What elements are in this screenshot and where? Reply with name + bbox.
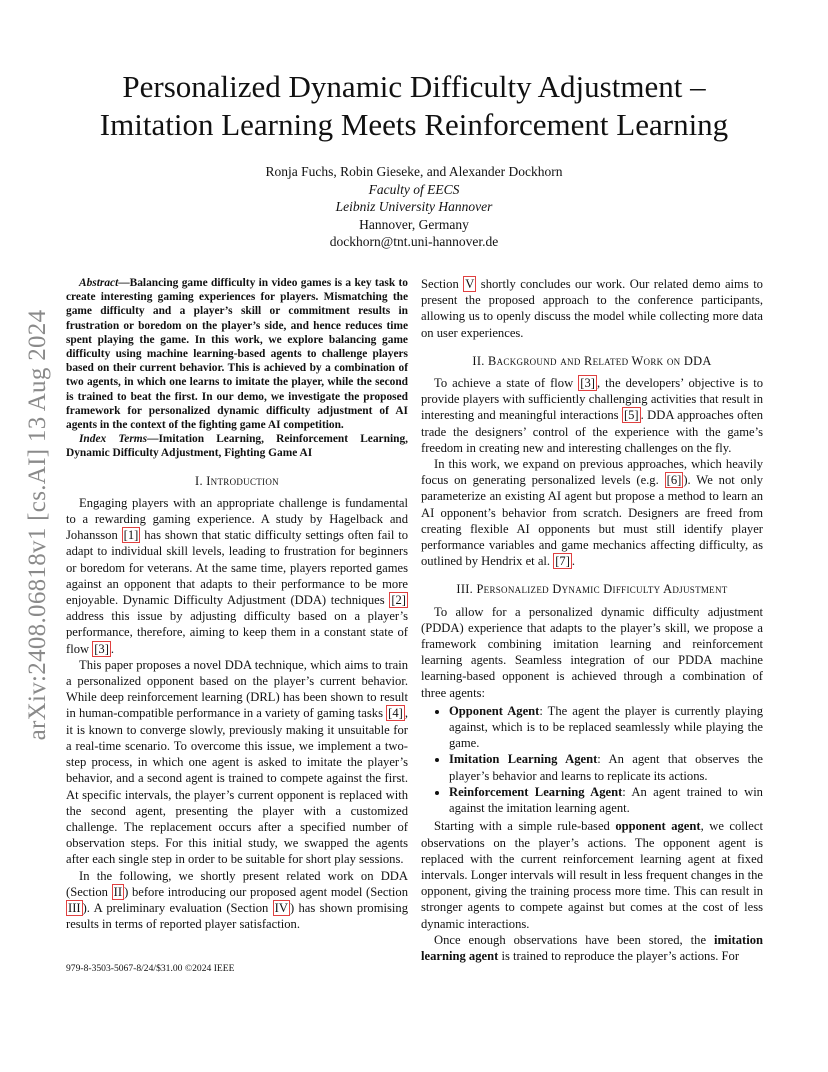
intro-paragraph-3 (66, 868, 408, 933)
citation-link-4[interactable]: [4] (388, 706, 403, 721)
bg-p2-text-a: In this work, we expand on previous approaches, which heavily focus on generating personalized levels (e.g. (421, 457, 763, 488)
intro-p2-text-a: This paper proposes a novel DDA technique, which aims to train a personalized opponent based on the player’s current behavior. While deep reinforcement learning (DRL) has been shown to result in human-compatible performance in a variety of gaming tasks (66, 657, 408, 721)
index-terms (66, 432, 408, 460)
affiliation-faculty: Faculty of EECS (368, 181, 460, 197)
arxiv-stamp (23, 290, 53, 760)
author-block (114, 163, 714, 251)
pdda-p3-text-a: Once enough observations have been stored, the (434, 932, 715, 947)
citation-link-1[interactable]: [1] (123, 528, 139, 543)
agent-list (421, 703, 763, 816)
author-location: Hannover, Germany (359, 216, 469, 232)
intro-paragraph-3-continued (421, 276, 763, 341)
right-p0-text-b: shortly concludes our work. Our related demo aims to present the proposed approach to the conference participants, allowing us to openly discuss the model while collecting more data on user experiences. (421, 277, 763, 340)
background-paragraph-1 (421, 375, 763, 456)
paper-title (60, 68, 768, 144)
bg-p1-text-c: . DDA approaches often trade the designers’ control of the experience with the game’s freedom in creating new and interesting challenges on the fly. (421, 408, 763, 455)
section-heading-introduction: I. Introduction (195, 473, 279, 488)
agent-description: : An agent trained to win against the imitation learning agent. (449, 784, 763, 816)
intro-p3-text-a: In the following, we shortly present related work on DDA (Section (66, 868, 408, 899)
index-terms-label: Index Terms (79, 433, 148, 446)
list-item (449, 703, 763, 752)
pdda-paragraph-3 (421, 932, 763, 964)
intro-paragraph-1 (66, 495, 408, 657)
section-link-4[interactable]: IV (274, 900, 288, 915)
abstract-label: Abstract (79, 277, 119, 289)
intro-p1-text-a: Engaging players with an appropriate challenge is fundamental to a rewarding gaming experience. A study by Hagelback and Johansson (66, 495, 408, 543)
agent-term: Reinforcement Learning Agent (449, 784, 623, 799)
bg-p1-text-b: , the developers’ objective is to provide players with sufficiently challenging activities that result in interesting and meaningful interactions (421, 376, 763, 423)
pdda-p2-text-b: , we collect observations on the player’s actions. The opponent agent is replaced with the current reinforcement learning agent at fixed intervals. Longer intervals will result in less frequent changes in the opponent, giving the training process more time. This can result in stronger agents to compete against but comes at the cost of less dynamic interactions. (421, 819, 763, 931)
pdda-p3-bold: imitation learning agent (421, 932, 763, 963)
citation-link-3[interactable]: [3] (94, 641, 109, 656)
right-column (421, 276, 763, 964)
citation-link-3b[interactable]: [3] (580, 376, 595, 391)
citation-link-5[interactable]: [5] (623, 408, 639, 423)
intro-p1-text-b: has shown that static difficulty settings often fail to adapt to individual skill levels, leading to frustration for beginners or boredom for veterans. At the same time, players reported games against an opponent that adapts to their performance to be more enjoyable. Dynamic Difficulty Adjustment (DDA) techniques (66, 528, 408, 608)
author-names: Ronja Fuchs, Robin Gieseke, and Alexander Dockhorn (265, 164, 563, 179)
section-heading-background: II. Background and Related Work on DDA (472, 353, 712, 368)
agent-description: : The agent the player is currently playing against, which is to be replaced seamlessly while playing the game. (449, 703, 763, 751)
intro-paragraph-2 (66, 657, 408, 868)
copyright-footer: 979-8-3503-5067-8/24/$31.00 ©2024 IEEE (66, 963, 235, 974)
intro-p3-text-d: ) has shown promising results in terms of reported player satisfaction. (66, 900, 408, 932)
pdda-p2-bold: opponent agent (615, 819, 701, 834)
citation-link-2[interactable]: [2] (391, 593, 406, 608)
arxiv-stamp-text: arXiv:2408.06818v1 [cs.AI] 13 Aug 2024 (24, 309, 51, 741)
pdda-p3-text-b: is trained to reproduce the player’s actions. For (498, 948, 740, 963)
intro-p1-text-d: . (110, 641, 115, 656)
list-item (449, 751, 763, 783)
citation-link-6[interactable]: [6] (666, 473, 682, 488)
right-p0-text-a: Section (421, 277, 464, 291)
section-link-3[interactable]: III (68, 900, 81, 915)
agent-term: Opponent Agent (449, 703, 540, 718)
intro-p1-text-c: address this issue by adjusting difficulty based on a player’s performance, therefore, aiming to keep them in a constant state of flow (66, 609, 408, 656)
intro-p3-text-b: ) before introducing our proposed agent model (Section (124, 884, 408, 899)
agent-term: Imitation Learning Agent (449, 752, 598, 767)
intro-p2-text-b: , it is known to converge slowly, previously making it unsuitable for a real-time scenario. To overcome this issue, we implement a two-step process, in which one agent is asked to imitate the player’s behavior, and a second agent is trained to compete against the first. At specific intervals, the player’s current opponent is replaced with the second agent, presenting the player with a customized challenge. The replacement occurs after a specified number of observation steps. For this initial study, we swapped the agents after each single step in order to be suitable for short play sessions. (66, 706, 408, 867)
title-line-1: Personalized Dynamic Difficulty Adjustment – (122, 69, 706, 104)
title-line-2: Imitation Learning Meets Reinforcement Learning (99, 107, 729, 142)
abstract-text: —Balancing game difficulty in video games is a key task to create interesting gaming experiences for players. Mismatching the game difficulty and a player’s skill or commitment results in frustration or boredom on the player’s side, and hence reduces time spent playing the game. In this work, we explore balancing game difficulty using machine learning-based agents to challenge players based on their current behavior. This is achieved by a combination of two agents, in which one learns to imitate the player, while the second is trained to beat the first. In our demo, we investigate the proposed framework for personalized dynamic difficulty adjustment of AI agents in the context of the fighting game AI competition. (66, 277, 408, 432)
list-item (449, 784, 763, 816)
bg-p1-text-a: To achieve a state of flow (434, 376, 579, 391)
author-email: dockhorn@tnt.uni-hannover.de (329, 234, 499, 249)
intro-p3-text-c: ). A preliminary evaluation (Section (82, 900, 273, 915)
section-heading-pdda: III. Personalized Dynamic Difficulty Adjustment (456, 582, 728, 597)
citation-link-7[interactable]: [7] (555, 554, 570, 569)
pdda-paragraph-1: To allow for a personalized dynamic difficulty adjustment (PDDA) experience that adapts to the player’s skill, we propose a framework combining imitation learning and reinforcement learning agents. Seamless integration of our PDDA machine learning-based opponent is achieved through a combination of three agents: (421, 604, 763, 700)
bg-p2-text-b: ). We not only parameterize an existing AI agent but propose a method to learn an AI opponent’s behavior from scratch. Designers are freed from creating flexible AI opponents but must still identify player performance variables and game mechanics affecting difficulty, as outlined by Hendrix et al. (421, 473, 763, 569)
section-link-5[interactable]: V (465, 277, 475, 291)
pdda-paragraph-2 (421, 818, 763, 931)
pdda-p2-text-a: Starting with a simple rule-based (434, 819, 616, 834)
affiliation-university: Leibniz University Hannover (335, 199, 493, 214)
abstract (66, 276, 408, 432)
index-terms-text: —Imitation Learning, Reinforcement Learning, Dynamic Difficulty Adjustment, Fighting Game AI (66, 433, 408, 460)
agent-description: : An agent that observes the player’s behavior and learns to replicate its actions. (449, 752, 763, 783)
left-column (66, 276, 408, 932)
section-link-2[interactable]: II (113, 884, 123, 899)
bg-p2-text-c: . (571, 554, 576, 569)
background-paragraph-2 (421, 456, 763, 569)
